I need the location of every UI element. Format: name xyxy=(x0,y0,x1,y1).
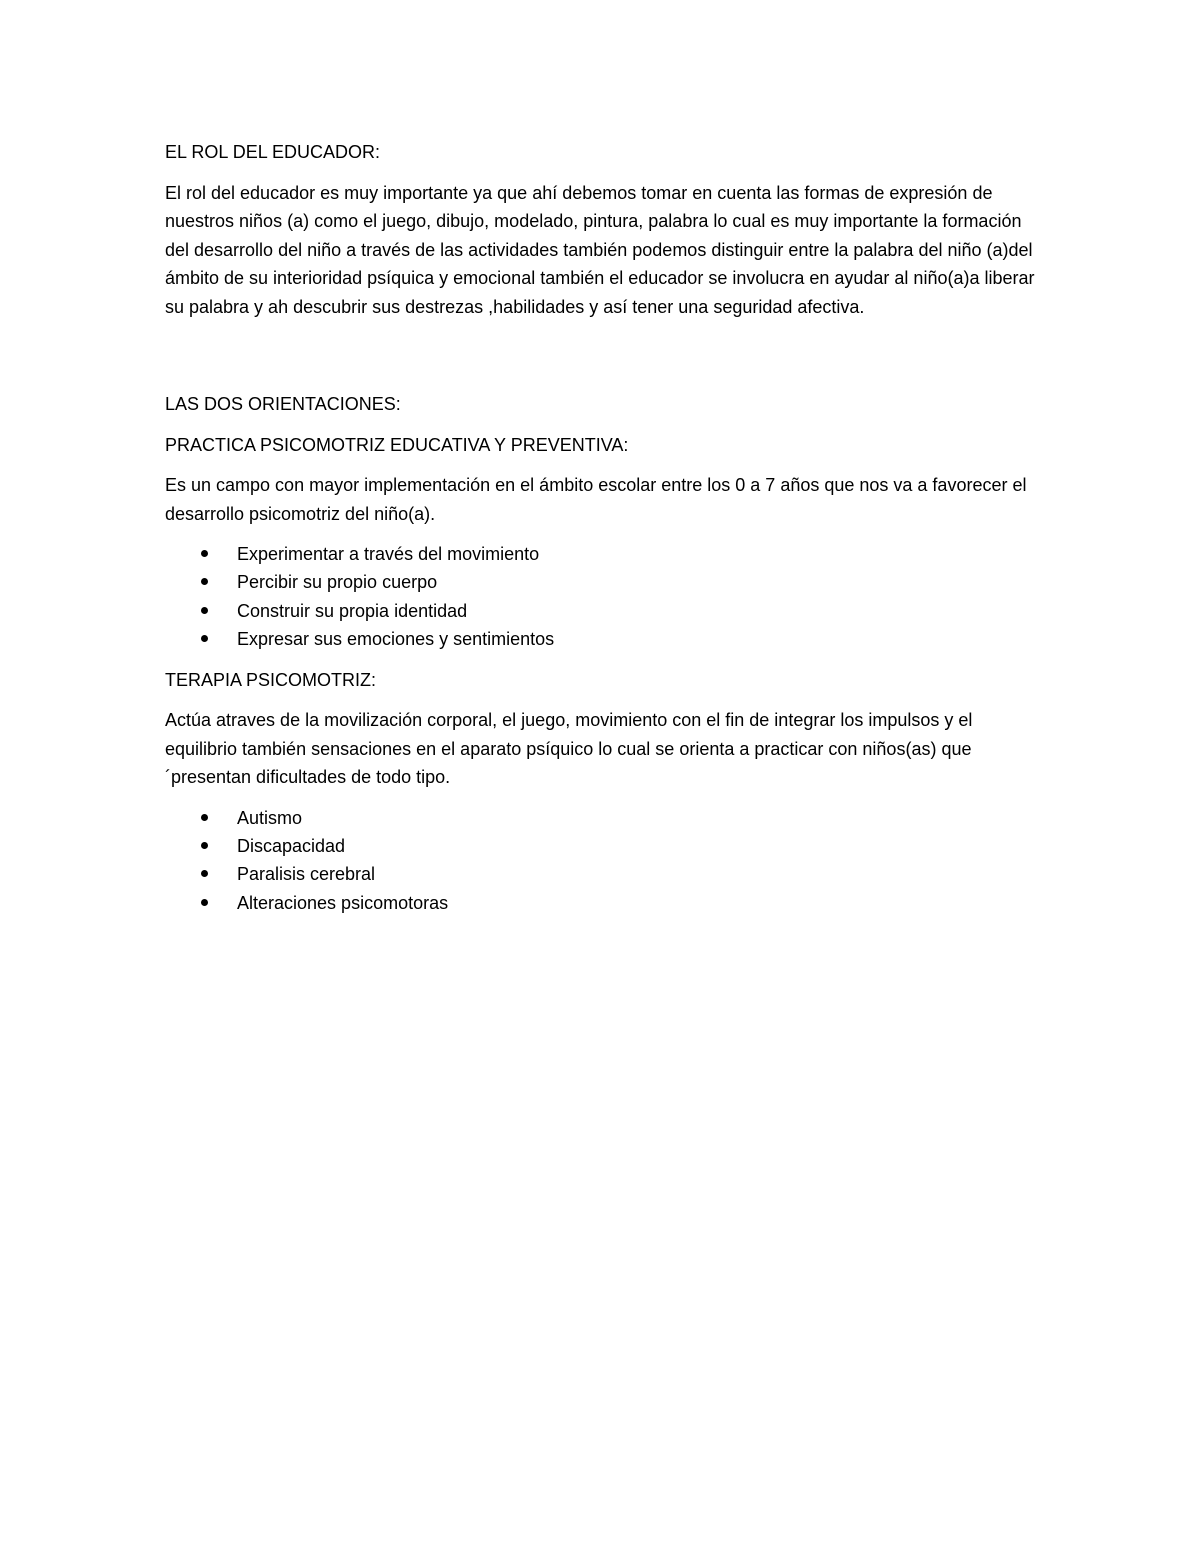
bullet-list-practica xyxy=(165,540,1045,654)
bullet-icon xyxy=(201,814,208,821)
bullet-icon xyxy=(201,842,208,849)
list-item xyxy=(165,889,1045,917)
list-item-text: Experimentar a través del movimiento xyxy=(237,544,540,564)
paragraph-rol-educador: El rol del educador es muy importante ya que ahí debemos tomar en cuenta las formas de expresión de nuestros niños (a) como el juego, dibujo, modelado, pintura, palabra lo cual es muy importante la formación del desarrollo del niño a través de las actividades también podemos distinguir entre la palabra del niño (a)del ámbito de su interioridad psíquica y emocional también el educador se involucra en ayudar al niño(a)a liberar su palabra y ah descubrir sus destrezas ,habilidades y así tener una seguridad afectiva. xyxy=(165,182,1035,317)
subheading-practica-psicomotriz: PRACTICA PSICOMOTRIZ EDUCATIVA Y PREVENTIVA: xyxy=(165,434,629,455)
bullet-list-terapia xyxy=(165,804,1045,918)
list-item-text: Construir su propia identidad xyxy=(237,600,468,621)
list-item-text: Alteraciones psicomotoras xyxy=(237,892,449,913)
list-item xyxy=(165,625,1045,653)
list-item-text: Autismo xyxy=(237,807,303,828)
spacer xyxy=(165,333,1045,390)
list-item xyxy=(165,540,1045,568)
list-item-text: Percibir su propio cuerpo xyxy=(237,572,438,593)
bullet-icon xyxy=(201,607,208,614)
section-heading-orientaciones: LAS DOS ORIENTACIONES: xyxy=(165,394,401,414)
list-item xyxy=(165,597,1045,625)
list-item xyxy=(165,860,1045,888)
bullet-icon xyxy=(201,578,208,585)
bullet-icon xyxy=(201,870,208,877)
bullet-icon xyxy=(201,635,208,642)
paragraph-terapia: Actúa atraves de la movilización corporal, el juego, movimiento con el fin de integrar los impulsos y el equilibrio también sensaciones en el aparato psíquico lo cual se orienta a practicar con niños(as) que ´presentan dificultades de todo tipo. xyxy=(165,710,973,788)
list-item xyxy=(165,568,1045,596)
list-item-text: Paralisis cerebral xyxy=(237,864,376,885)
bullet-icon xyxy=(201,899,208,906)
paragraph-practica-psicomotriz: Es un campo con mayor implementación en el ámbito escolar entre los 0 a 7 años que nos va a favorecer el desarrollo psicomotriz del niño(a). xyxy=(165,475,1027,524)
list-item-text: Expresar sus emociones y sentimientos xyxy=(237,629,555,650)
list-item xyxy=(165,804,1045,832)
bullet-icon xyxy=(201,550,208,557)
section-heading-terapia: TERAPIA PSICOMOTRIZ: xyxy=(165,669,377,690)
section-heading-rol-educador: EL ROL DEL EDUCADOR: xyxy=(165,142,381,162)
document-content xyxy=(165,138,1045,929)
list-item xyxy=(165,832,1045,860)
list-item-text: Discapacidad xyxy=(237,836,346,857)
